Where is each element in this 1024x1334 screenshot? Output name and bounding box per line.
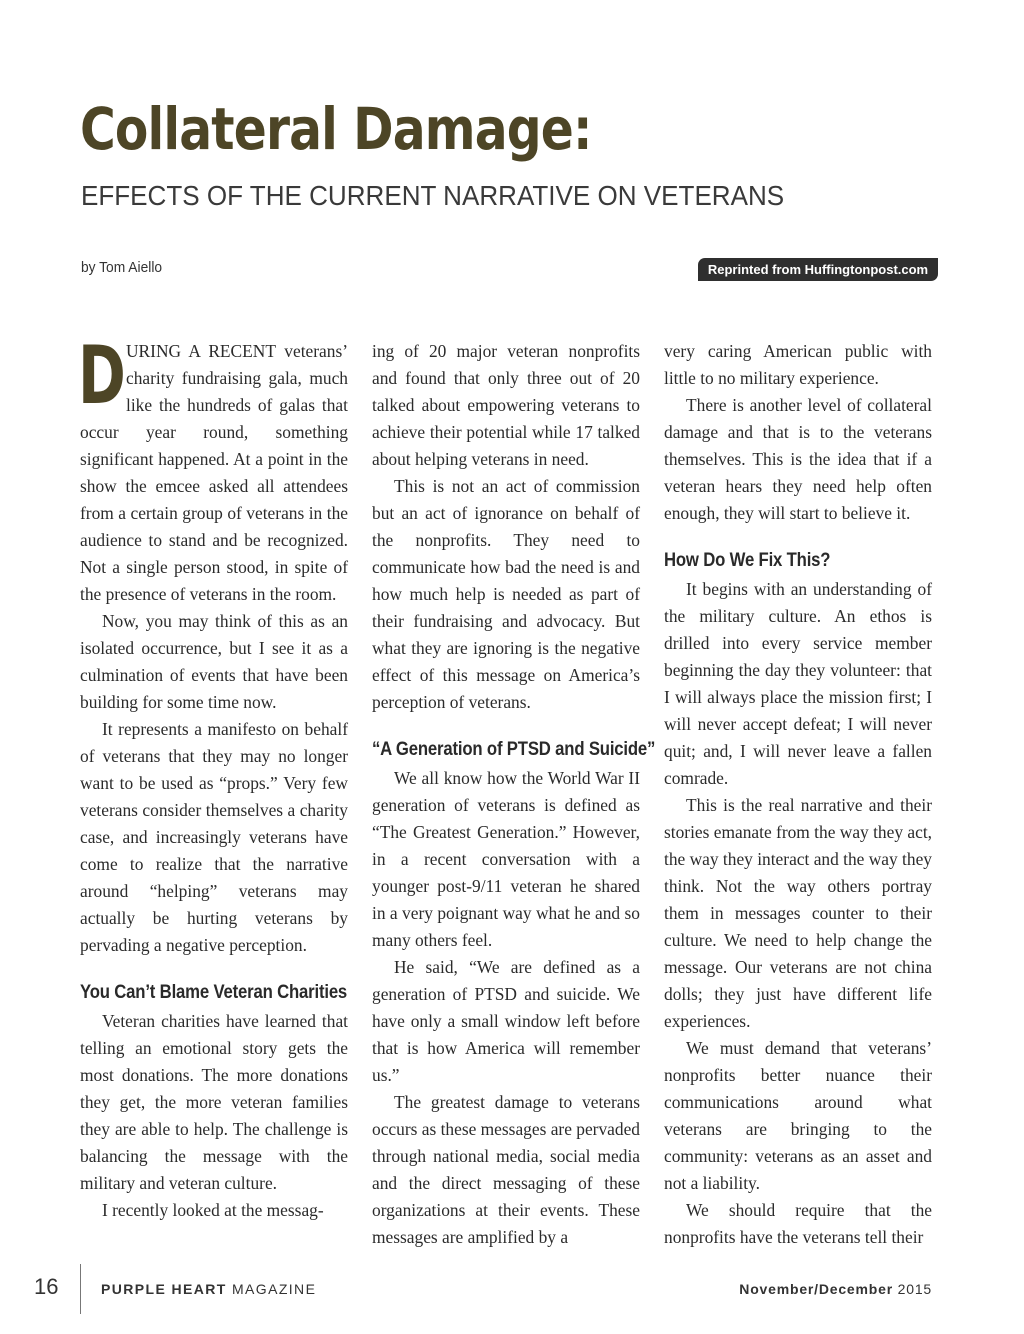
magazine-name-bold: PURPLE HEART — [101, 1281, 227, 1297]
magazine-name-rest: MAGAZINE — [226, 1281, 317, 1297]
reprint-badge: Reprinted from Huffingtonpost.com — [698, 258, 938, 281]
paragraph: The greatest damage to veterans occurs as these messages are pervaded through national media, social media and the direct messaging of these organizations at their events. These messages are amplified by a — [372, 1092, 640, 1247]
paragraph: It begins with an understanding of the military culture. An ethos is drilled into every service member beginning the day they volunteer: that I will always place the mission first; I will never accept defeat; I will never quit; and, I will never leave a fallen comrade. — [664, 579, 932, 788]
article-title: Collateral Damage: — [80, 95, 592, 163]
drop-cap: D — [78, 329, 126, 422]
paragraph: He said, “We are defined as a generation of PTSD and suicide. We have only a small window left before that is how America will remember us.” — [372, 957, 640, 1085]
column-2 — [372, 338, 656, 1251]
paragraph — [78, 329, 349, 608]
paragraph-text: veterans’ charity fundraising gala, much like the hundreds of galas that occur year round, something significant happened. At a point in the show the emcee asked all attendees from a certain group of veterans in the audience to stand and be recognized. Not a single person stood, in spite of the presence of veterans in the room. — [80, 341, 349, 604]
issue-months: November/December — [739, 1281, 893, 1297]
section-heading: “A Generation of PTSD and Suicide” — [372, 739, 656, 760]
paragraph: We all know how the World War II generation of veterans is defined as “The Greatest Generation.” However, in a recent conversation with a younger post-9/11 veteran he shared in a very poignant way what he and so many others feel. — [372, 768, 640, 950]
magazine-name — [101, 1281, 316, 1297]
paragraph: ing of 20 major veteran nonprofits and found that only three out of 20 talked about empowering veterans to achieve their potential while 17 talked about helping veterans in need. — [372, 341, 640, 469]
paragraph: We must demand that veterans’ nonprofits better nuance their communications around what veterans are bringing to the community: veterans as an asset and not a liability. — [664, 1038, 932, 1193]
lead-in: URING A RECENT — [126, 341, 276, 361]
paragraph: very caring American public with little to no military experience. — [664, 341, 932, 388]
issue-year: 2015 — [892, 1281, 932, 1297]
paragraph: Now, you may think of this as an isolated occurrence, but I see it as a culmination of events that have been building for some time now. — [80, 611, 348, 712]
column-1 — [78, 329, 349, 1224]
issue-date — [739, 1281, 932, 1297]
paragraph: I recently looked at the messag- — [102, 1200, 324, 1220]
column-3 — [664, 338, 932, 1251]
paragraph: Veteran charities have learned that telling an emotional story gets the most donations. The more donations they get, the more veteran families they are able to help. The challenge is balancing the message with the military and veteran culture. — [80, 1011, 348, 1193]
article-subtitle: EFFECTS OF THE CURRENT NARRATIVE ON VETERANS — [81, 180, 785, 211]
section-heading: You Can’t Blame Veteran Charities — [80, 982, 348, 1003]
footer-divider — [80, 1264, 81, 1314]
author-byline: by Tom Aiello — [81, 259, 163, 276]
section-heading: How Do We Fix This? — [664, 550, 831, 571]
paragraph: This is not an act of commission but an act of ignorance on behalf of the nonprofits. They need to communicate how bad the need is and how much help is needed as part of their fundraising and advocacy. But what they are ignoring is the negative effect of this message on America’s perception of veterans. — [372, 476, 640, 712]
paragraph: We should require that the nonprofits have the veterans tell their — [664, 1200, 932, 1247]
paragraph: It represents a manifesto on behalf of veterans that they may no longer want to be used as “props.” Very few veterans consider themselves a charity case, and increasingly veterans have come to realize that the narrative around “helping” veterans may actually be hurting veterans by pervading a negative perception. — [80, 719, 348, 955]
paragraph: This is the real narrative and their stories emanate from the way they act, the way they interact and the way they think. Not the way others portray them in messages counter to their culture. We need to help change the message. Our veterans are not china dolls; they just have different life experiences. — [664, 795, 933, 1031]
page-number: 16 — [34, 1274, 59, 1299]
paragraph: There is another level of collateral damage and that is to the veterans themselves. This is the idea that if a veteran hears they need help often enough, they will start to believe it. — [664, 395, 932, 523]
